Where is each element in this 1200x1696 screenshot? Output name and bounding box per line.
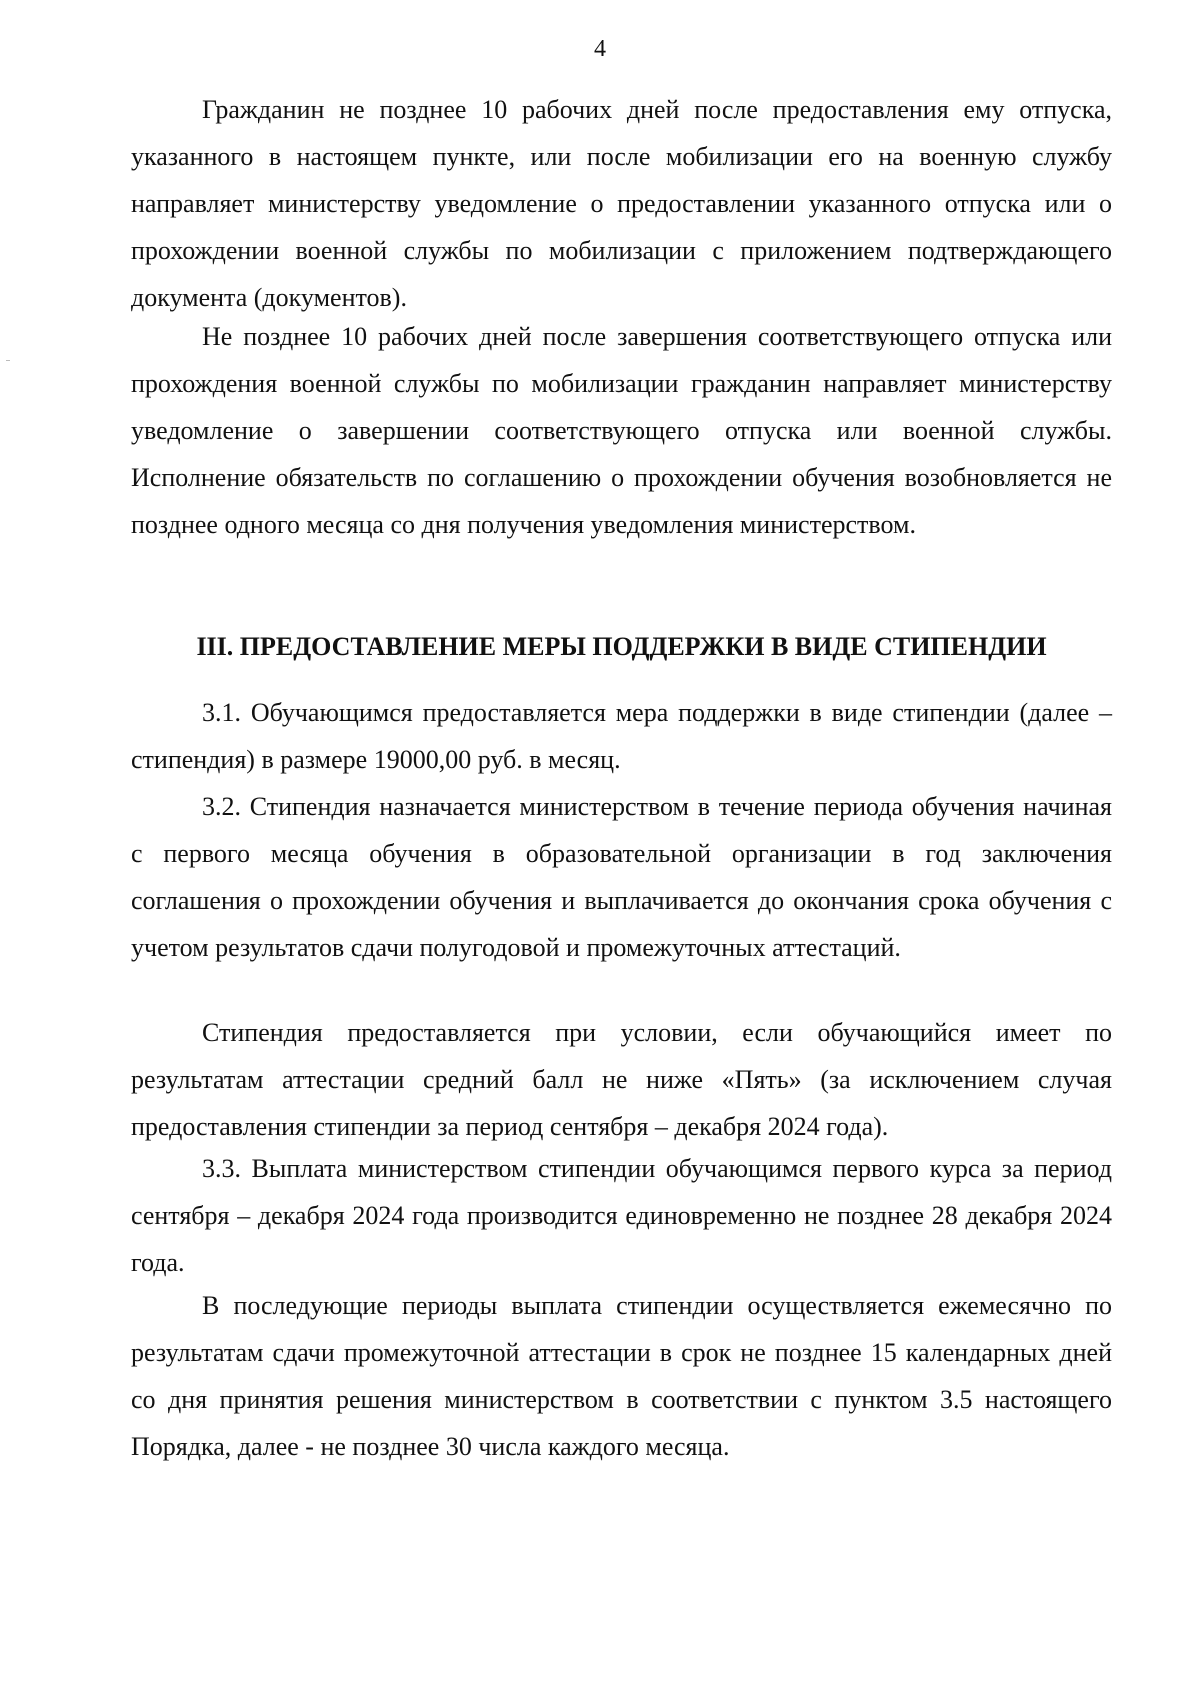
paragraph-3-1: 3.1. Обучающимся предоставляется мера поддержки в виде стипендии (далее – стипендия) в размере 19000,00 руб. в месяц. xyxy=(131,698,1112,774)
paragraph-completion-notice: Не позднее 10 рабочих дней после завершения соответствующего отпуска или прохождения военной службы по мобилизации гражданин направляет министерству уведомление о завершении соответствующего отпуска или военной службы. Исполнение обязательств по соглашению о прохождении обучения возобновляется не позднее одного месяца со дня получения уведомления министерством. xyxy=(131,322,1112,539)
section-heading: III. ПРЕДОСТАВЛЕНИЕ МЕРЫ ПОДДЕРЖКИ В ВИДЕ СТИПЕНДИИ xyxy=(196,632,1047,661)
paragraph-subsequent-periods: В последующие периоды выплата стипендии осуществляется ежемесячно по результатам сдачи промежуточной аттестации в срок не позднее 15 календарных дней со дня принятия решения министерством в соответствии с пунктом 3.5 настоящего Порядка, далее - не позднее 30 числа каждого месяца. xyxy=(131,1291,1112,1461)
paragraph-scholarship-condition: Стипендия предоставляется при условии, если обучающийся имеет по результатам аттестации средний балл не ниже «Пять» (за исключением случая предоставления стипендии за период сентября – декабря 2024 года). xyxy=(131,1018,1112,1141)
paragraph-3-3: 3.3. Выплата министерством стипендии обучающимся первого курса за период сентября – декабря 2024 года производится единовременно не позднее 28 декабря 2024 года. xyxy=(131,1154,1112,1277)
page-number: 4 xyxy=(594,36,606,62)
paragraph-notification-of-leave: Гражданин не позднее 10 рабочих дней после предоставления ему отпуска, указанного в настоящем пункте, или после мобилизации его на военную службу направляет министерству уведомление о предоставлении указанного отпуска или о прохождении военной службы по мобилизации с приложением подтверждающего документа (документов). xyxy=(131,95,1112,312)
paragraph-3-2: 3.2. Стипендия назначается министерством в течение периода обучения начиная с первого месяца обучения в образовательной организации в год заключения соглашения о прохождении обучения и выплачивается до окончания срока обучения с учетом результатов сдачи полугодовой и промежуточных аттестаций. xyxy=(131,792,1112,962)
scan-margin-mark xyxy=(6,360,10,361)
